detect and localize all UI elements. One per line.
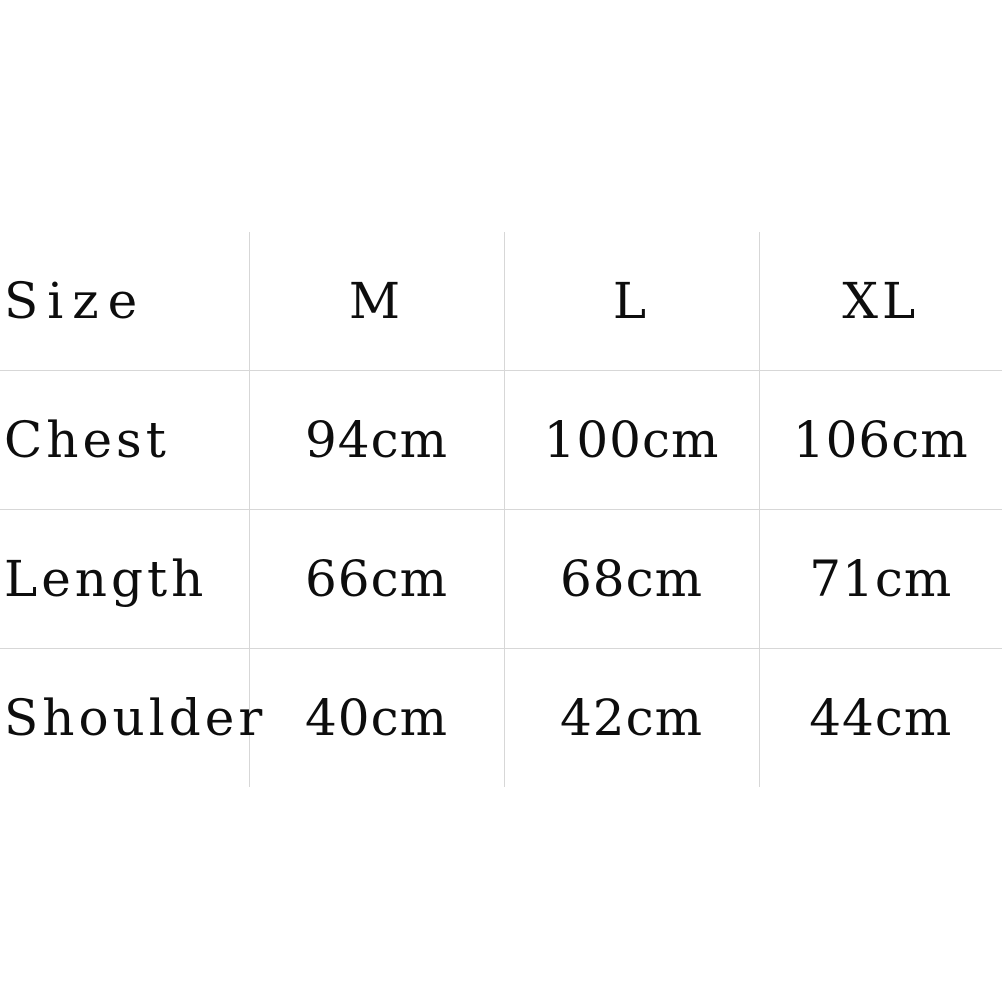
- row-label-shoulder: Shoulder: [0, 649, 249, 788]
- header-cell-l: L: [504, 232, 759, 371]
- cell-length-xl: 71cm: [759, 510, 1002, 649]
- size-chart-table: [0, 232, 1002, 787]
- cell-shoulder-xl: 44cm: [809, 689, 953, 747]
- cell-shoulder-m: 40cm: [249, 649, 504, 788]
- cell-length-l: 68cm: [504, 510, 759, 649]
- header-cell-m: M: [249, 232, 504, 371]
- row-label-length: Length: [0, 510, 249, 649]
- size-chart-container: [0, 232, 1002, 787]
- cell-chest-l: 100cm: [504, 371, 759, 510]
- cell-length-m: 66cm: [249, 510, 504, 649]
- row-label-chest: Chest: [0, 371, 249, 510]
- header-cell-size: Size: [0, 232, 249, 371]
- table-row: [0, 649, 1002, 788]
- header-cell-xl: XL: [759, 232, 1002, 371]
- cell-shoulder-l: 42cm: [504, 649, 759, 788]
- cell-chest-xl: 106cm: [759, 371, 1002, 510]
- table-row: [0, 371, 1002, 510]
- table-header-row: [0, 232, 1002, 371]
- table-row: [0, 510, 1002, 649]
- cell-chest-m: 94cm: [249, 371, 504, 510]
